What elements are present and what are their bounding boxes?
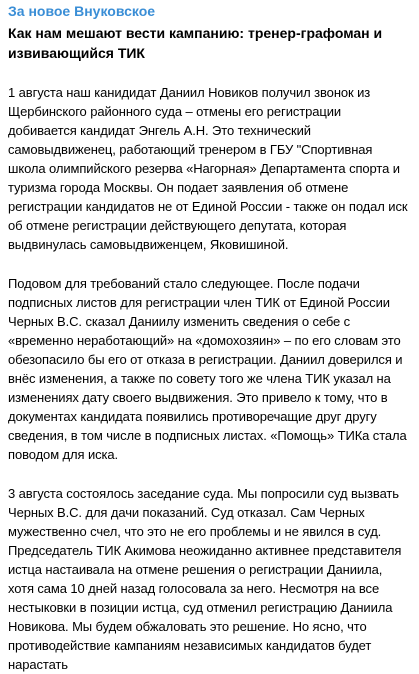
post-title: Как нам мешают вести кампанию: тренер-графоман и извивающийся ТИК [8,25,383,61]
post-paragraph-3: 3 августа состоялось заседание суда. Мы попросили суд вызвать Черных В.С. для дачи показаний. Суд отказал. Сам Черных мужественно счел, что это не его проблемы и не явился в суд. Председатель ТИК Акимова неожиданно активнее представителя истца настаивала на отмене решения о регистрации Даниила, хотя сама 10 дней назад голосовала за него. Несмотря на все нестыковки в позиции истца, суд отменил регистрацию Даниила Новикова. Мы будем обжаловать это решение. Но ясно, что противодействие кампаниям независимых кандидатов будет нарастать [8,486,402,672]
channel-name-link[interactable]: За новое Внуковское [8,3,156,19]
post-paragraph-1: 1 августа наш канидидат Даниил Новиков получил звонок из Щербинского районного суда – отмены его регистрации добивается кандидат Энгель А.Н. Это технический самовыдвиженец, работающий тренером в ГБУ "Спортивная школа олимпийского резерва «Нагорная» Департамента спорта и туризма города Москвы. Он подает заявления об отмене регистрации кандидатов не от Единой России - также он подал иск об отмене регистрации действующего депутата, которая выдвинулась самовыдвиженцем, Яковишиной. [8,85,408,252]
post-paragraph-2: Подовом для требований стало следующее. После подачи подписных листов для регистрации член ТИК от Единой России Черных В.С. сказал Даниилу изменить сведения о себе с «временно неработающий» на «домохозяин» – по его словам это обезопасило бы его от отказа в регистрации. Даниил доверился и внёс изменения, а также по совету того же члена ТИК указал на изменениях дату своего выдвижения. Это привело к тому, что в документах кандидата появились противоречащие друг другу сведения, в том числе в подписных листах. «Помощь» ТИКа стала поводом для иска. [8,276,407,462]
paragraph-gap [8,63,411,83]
paragraph-gap [8,254,411,274]
paragraph-gap [8,464,411,484]
